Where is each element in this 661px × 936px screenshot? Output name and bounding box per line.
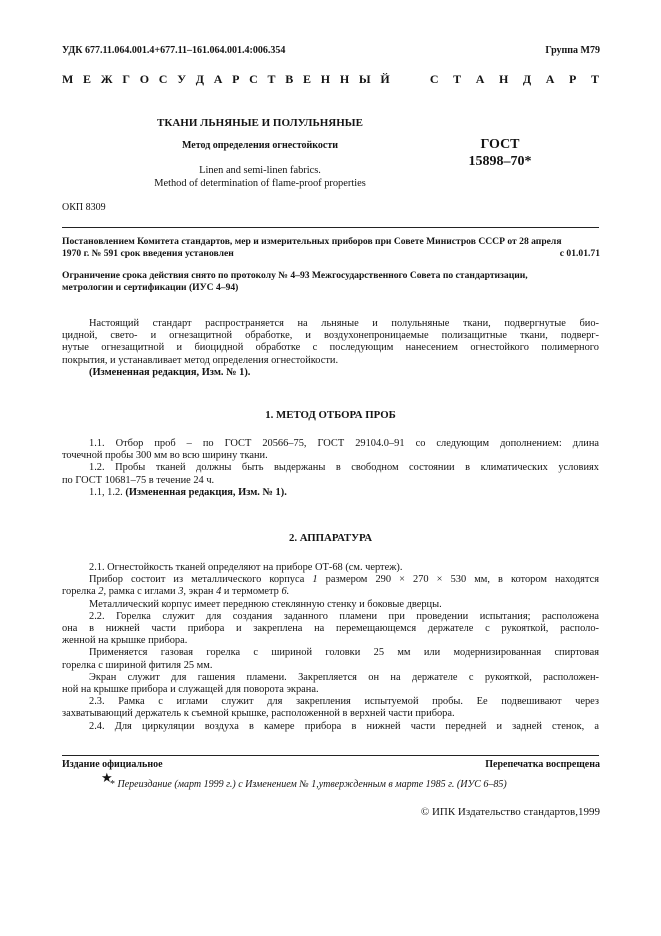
- paragraph-line: 1.2. Пробы тканей должны быть выдержаны в свободном состоянии в климатических условиях: [89, 462, 599, 474]
- clause-ref: 1.1, 1.2.: [89, 486, 123, 498]
- banner-word-interstate: [62, 72, 390, 87]
- paragraph-line: по ГОСТ 10681–75 в течение 24 ч.: [62, 474, 215, 486]
- standard-title: ТКАНИ ЛЬНЯНЫЕ И ПОЛУЛЬНЯНЫЕ: [157, 117, 363, 129]
- paragraph-line: захватывающий держатель к съемной крышке, расположенной в верхней части прибора.: [62, 708, 455, 720]
- limitation-line-2: метрологии и сертификации (ИУС 4–94): [62, 282, 239, 293]
- banner-letter: С: [158, 72, 168, 86]
- star-icon: ★: [101, 770, 113, 785]
- okp-code: ОКП 8309: [62, 202, 106, 213]
- banner-letter: Д: [195, 72, 204, 86]
- paragraph-line: горелка с шириной фитиля 25 мм.: [62, 659, 213, 671]
- udk-code: УДК 677.11.064.001.4+677.11–161.064.001.4:006.354: [62, 45, 286, 56]
- english-title-1: Linen and semi-linen fabrics.: [199, 165, 321, 176]
- banner-letter: У: [177, 72, 186, 86]
- banner-letter: А: [475, 72, 485, 86]
- paragraph-line: [62, 487, 599, 499]
- amendment-note: (Измененная редакция, Изм. № 1).: [125, 486, 287, 498]
- paragraph-line: 2.3. Рамка с иглами служит для закрепления испытуемой пробы. Ее подвешивают через: [89, 696, 599, 708]
- banner-letter: Е: [303, 72, 312, 86]
- gost-number: 15898–70*: [468, 154, 532, 169]
- banner-letter: Н: [320, 72, 331, 86]
- banner-letter: Н: [498, 72, 509, 86]
- section-1-heading: 1. МЕТОД ОТБОРА ПРОБ: [265, 409, 396, 421]
- section-2-heading: 2. АППАРАТУРА: [288, 532, 373, 544]
- decree-date: с 01.01.71: [559, 248, 600, 259]
- intro-paragraph: [62, 318, 599, 379]
- paragraph-line: 2.2. Горелка служит для создания заданного пламени при проведении испытания; расположена: [89, 610, 599, 622]
- paragraph-line: 2.1. Огнестойкость тканей определяют на приборе ОТ-68 (см. чертеж).: [89, 562, 403, 573]
- paragraph-line: Экран служит для гашения пламени. Закрепляется он на держателе с рукояткой, расположен-: [89, 671, 599, 683]
- footer-divider: [62, 755, 599, 756]
- divider: [62, 227, 599, 228]
- paragraph-line: Металлический корпус имеет переднюю стеклянную стенку и боковые дверцы.: [89, 598, 442, 610]
- banner-letter: С: [249, 72, 258, 86]
- banner-letter: Ы: [358, 72, 371, 86]
- paragraph-line: 2.4. Для циркуляции воздуха в камере прибора в нижней части передней и задней стенок, а: [89, 720, 599, 732]
- paragraph-line: Применяется газовая горелка с шириной головки 25 мм или модернизированная спиртовая: [89, 647, 599, 659]
- banner-letter: Р: [569, 72, 577, 86]
- banner-letter: А: [213, 72, 223, 86]
- intro-line: цидной, свето- и огнезащитной обработке, и воздухонепроницаемые полизащитные ткани, подверг-: [62, 330, 599, 342]
- banner-letter: Н: [339, 72, 350, 86]
- banner-letter: Т: [453, 72, 462, 86]
- paragraph-line: Прибор состоит из металлического корпуса 1 размером 290 × 270 × 530 мм, в котором находятся: [89, 574, 599, 586]
- group-code: Группа М79: [545, 45, 600, 56]
- banner-letter: В: [285, 72, 294, 86]
- paragraph-line: женной на крышке прибора.: [62, 635, 188, 647]
- intro-line: покрытия, и устанавливает метод определения огнестойкости.: [62, 354, 339, 366]
- standard-subtitle: Метод определения огнестойкости: [182, 140, 338, 151]
- decree-line-1: Постановлением Комитета стандартов, мер и измерительных приборов при Совете Министров СССР от 28 апреля: [62, 236, 562, 247]
- decree-line-2: 1970 г. № 591 срок введения установлен: [62, 248, 234, 259]
- paragraph-line: горелка 2, рамка с иглами 3, экран 4 и термометр 6.: [62, 586, 290, 598]
- banner-letter: А: [545, 72, 555, 86]
- banner-letter: М: [62, 72, 74, 86]
- interstate-standard-banner: [62, 72, 599, 87]
- reissue-note: * Переиздание (март 1999 г.) с Изменением № 1,утвержденным в марте 1985 г. (ИУС 6–85): [110, 779, 507, 790]
- reprint-prohibited-label: Перепечатка воспрещена: [485, 759, 600, 770]
- banner-letter: Т: [267, 72, 276, 86]
- banner-letter: Ж: [100, 72, 113, 86]
- copyright: © ИПК Издательство стандартов,1999: [420, 806, 600, 818]
- section-2-body: [62, 562, 599, 733]
- paragraph-line: 1.1. Отбор проб – по ГОСТ 20566–75, ГОСТ 29104.0–91 со следующим дополнением: длина: [89, 438, 599, 449]
- english-title-2: Method of determination of flame-proof properties: [154, 178, 366, 189]
- section-1-body: [62, 438, 599, 499]
- intro-line: Настоящий стандарт распространяется на льняные и полульняные ткани, подвергнутые био-: [89, 318, 599, 329]
- banner-letter: Р: [232, 72, 240, 86]
- intro-amendment: (Измененная редакция, Изм. № 1).: [89, 366, 251, 378]
- paragraph-line: точечной пробы 300 мм во всю ширину ткани.: [62, 450, 268, 462]
- banner-letter: Е: [83, 72, 92, 86]
- banner-letter: Й: [380, 72, 390, 86]
- banner-letter: Г: [122, 72, 131, 86]
- official-edition-label: Издание официальное: [62, 759, 163, 770]
- gost-label: ГОСТ: [480, 137, 520, 152]
- banner-letter: С: [429, 72, 439, 86]
- banner-letter: Д: [522, 72, 532, 86]
- paragraph-line: ной на крышке прибора и служащей для поворота экрана.: [62, 684, 319, 696]
- banner-letter: Т: [590, 72, 599, 86]
- banner-letter: О: [139, 72, 150, 86]
- banner-word-standard: [430, 72, 599, 87]
- intro-line: нутые огнезащитной и биоцидной обработке с последующим нанесением огнестойкого полимерного: [62, 342, 599, 354]
- paragraph-line: она в нижней части прибора и закреплена на перемещающемся держателе с рукояткой, располо-: [62, 623, 599, 635]
- limitation-line-1: Ограничение срока действия снято по протоколу № 4–93 Межгосударственного Совета по стандартизации,: [62, 270, 528, 281]
